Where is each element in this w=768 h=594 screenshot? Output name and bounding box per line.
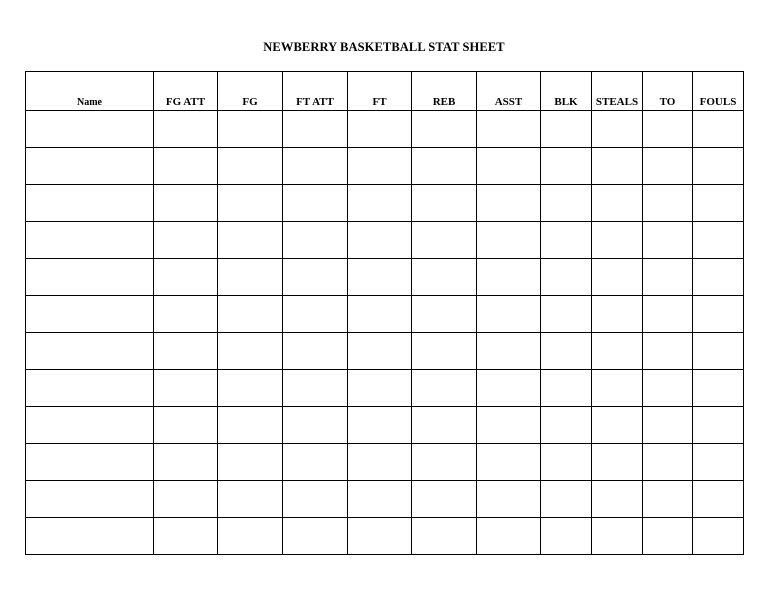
stat-cell (218, 259, 283, 296)
stat-cell (218, 222, 283, 259)
stat-cell (541, 259, 592, 296)
stat-cell (477, 333, 541, 370)
stat-cell (218, 148, 283, 185)
stat-cell (26, 333, 154, 370)
column-header-name: Name (26, 72, 154, 111)
stat-cell (693, 296, 744, 333)
column-header-fg: FG (218, 72, 283, 111)
stat-cell (412, 222, 477, 259)
column-header-ft-att: FT ATT (283, 72, 348, 111)
stat-cell (26, 481, 154, 518)
stat-cell (412, 333, 477, 370)
stat-cell (218, 444, 283, 481)
stat-cell (412, 518, 477, 555)
stat-cell (154, 296, 218, 333)
stat-cell (26, 148, 154, 185)
stat-cell (541, 518, 592, 555)
stat-cell (283, 518, 348, 555)
table-row (26, 148, 744, 185)
stat-cell (592, 407, 643, 444)
sheet-title: NEWBERRY BASKETBALL STAT SHEET (263, 40, 505, 54)
stat-cell (26, 259, 154, 296)
stat-cell (541, 296, 592, 333)
stat-cell (477, 111, 541, 148)
stat-cell (218, 296, 283, 333)
table-body (26, 111, 744, 555)
header-row (26, 72, 744, 111)
column-header-asst: ASST (477, 72, 541, 111)
stat-cell (643, 518, 693, 555)
stat-cell (541, 148, 592, 185)
stat-cell (348, 370, 412, 407)
stat-cell (643, 185, 693, 222)
stat-cell (693, 481, 744, 518)
column-header-fg-att: FG ATT (154, 72, 218, 111)
stat-cell (592, 518, 643, 555)
stat-cell (154, 259, 218, 296)
stat-cell (412, 481, 477, 518)
stat-cell (412, 148, 477, 185)
stat-cell (592, 296, 643, 333)
stat-cell (412, 407, 477, 444)
table-row (26, 222, 744, 259)
stat-cell (154, 518, 218, 555)
stat-cell (541, 407, 592, 444)
stat-cell (643, 148, 693, 185)
stat-cell (283, 333, 348, 370)
stat-cell (283, 481, 348, 518)
stat-cell (218, 185, 283, 222)
stat-cell (541, 333, 592, 370)
stat-cell (154, 185, 218, 222)
stat-cell (643, 296, 693, 333)
stat-cell (348, 296, 412, 333)
table-row (26, 333, 744, 370)
stat-cell (477, 407, 541, 444)
stat-cell (592, 111, 643, 148)
stat-cell (477, 148, 541, 185)
stat-cell (412, 296, 477, 333)
stat-cell (218, 518, 283, 555)
stat-cell (283, 185, 348, 222)
stat-cell (348, 259, 412, 296)
stat-cell (412, 259, 477, 296)
stat-cell (643, 333, 693, 370)
stat-cell (477, 370, 541, 407)
stat-cell (477, 222, 541, 259)
stat-cell (348, 333, 412, 370)
stat-cell (154, 370, 218, 407)
stat-cell (592, 148, 643, 185)
stat-cell (154, 407, 218, 444)
stat-cell (477, 259, 541, 296)
stat-cell (26, 296, 154, 333)
stat-cell (477, 481, 541, 518)
stat-cell (154, 148, 218, 185)
table-row (26, 259, 744, 296)
stat-cell (693, 370, 744, 407)
stat-cell (283, 148, 348, 185)
stat-cell (477, 518, 541, 555)
stat-cell (541, 370, 592, 407)
stat-cell (154, 222, 218, 259)
stat-cell (592, 185, 643, 222)
stat-cell (218, 481, 283, 518)
stat-cell (412, 444, 477, 481)
stat-cell (477, 296, 541, 333)
stat-cell (283, 259, 348, 296)
stat-cell (592, 259, 643, 296)
stat-cell (693, 259, 744, 296)
stat-cell (643, 444, 693, 481)
stat-table (25, 71, 744, 555)
stat-cell (592, 444, 643, 481)
stat-cell (643, 370, 693, 407)
table-row (26, 370, 744, 407)
stat-cell (154, 444, 218, 481)
stat-cell (477, 444, 541, 481)
stat-cell (592, 333, 643, 370)
stat-cell (541, 222, 592, 259)
stat-cell (218, 111, 283, 148)
stat-cell (218, 407, 283, 444)
column-header-fouls: FOULS (693, 72, 744, 111)
column-header-ft: FT (348, 72, 412, 111)
stat-cell (348, 481, 412, 518)
stat-cell (26, 370, 154, 407)
table-row (26, 111, 744, 148)
stat-cell (348, 222, 412, 259)
stat-cell (643, 111, 693, 148)
stat-cell (477, 185, 541, 222)
stat-cell (26, 444, 154, 481)
stat-cell (26, 518, 154, 555)
stat-cell (693, 444, 744, 481)
table-row (26, 481, 744, 518)
stat-cell (541, 481, 592, 518)
stat-cell (154, 111, 218, 148)
stat-cell (541, 111, 592, 148)
stat-cell (592, 222, 643, 259)
stat-cell (643, 259, 693, 296)
column-header-to: TO (643, 72, 693, 111)
stat-cell (693, 111, 744, 148)
stat-cell (218, 370, 283, 407)
stat-cell (693, 185, 744, 222)
stat-cell (26, 185, 154, 222)
column-header-steals: STEALS (592, 72, 643, 111)
stat-cell (643, 481, 693, 518)
stat-cell (283, 296, 348, 333)
table-row (26, 185, 744, 222)
stat-cell (348, 185, 412, 222)
stat-cell (154, 333, 218, 370)
stat-cell (26, 407, 154, 444)
stat-cell (693, 407, 744, 444)
stat-cell (26, 222, 154, 259)
column-header-blk: BLK (541, 72, 592, 111)
stat-cell (693, 222, 744, 259)
stat-cell (412, 111, 477, 148)
stat-cell (412, 370, 477, 407)
stat-cell (283, 444, 348, 481)
stat-cell (693, 148, 744, 185)
stat-cell (693, 333, 744, 370)
stat-cell (412, 185, 477, 222)
stat-cell (348, 148, 412, 185)
stat-cell (348, 444, 412, 481)
table-row (26, 518, 744, 555)
stat-cell (283, 370, 348, 407)
stat-cell (218, 333, 283, 370)
table-row (26, 407, 744, 444)
stat-cell (541, 185, 592, 222)
stat-cell (592, 370, 643, 407)
stat-cell (283, 111, 348, 148)
stat-cell (348, 111, 412, 148)
stat-cell (154, 481, 218, 518)
stat-cell (283, 407, 348, 444)
stat-cell (541, 444, 592, 481)
column-header-reb: REB (412, 72, 477, 111)
stat-cell (693, 518, 744, 555)
table-row (26, 444, 744, 481)
stat-cell (26, 111, 154, 148)
stat-cell (348, 407, 412, 444)
stat-cell (348, 518, 412, 555)
stat-cell (643, 407, 693, 444)
stat-cell (592, 481, 643, 518)
stat-cell (283, 222, 348, 259)
table-row (26, 296, 744, 333)
stat-cell (643, 222, 693, 259)
